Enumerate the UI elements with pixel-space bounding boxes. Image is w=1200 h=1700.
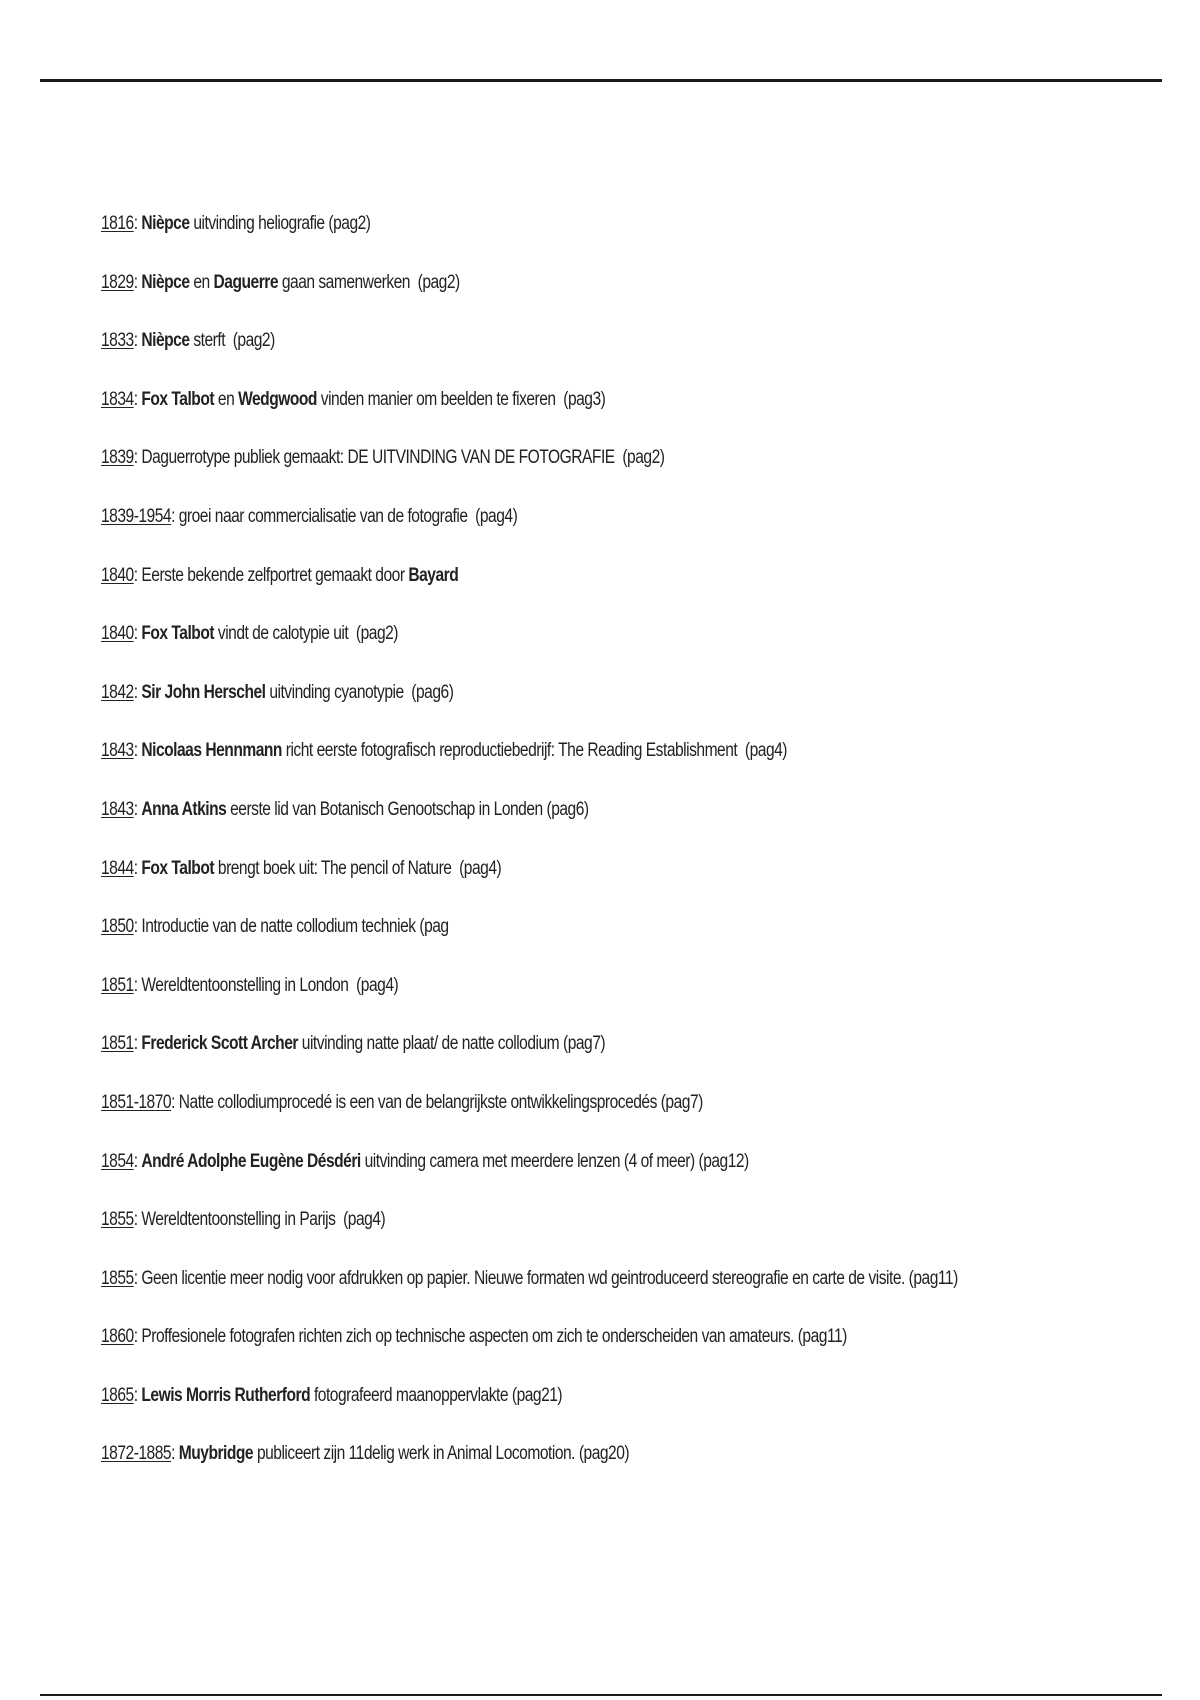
timeline-year: 1833	[101, 330, 134, 352]
timeline-year: 1843	[101, 798, 134, 820]
timeline-person-name: Daguerre	[213, 271, 279, 293]
timeline-description: sterft (pag2)	[189, 330, 275, 352]
timeline-entry	[101, 1321, 970, 1380]
timeline-entry	[101, 970, 970, 1029]
timeline-description: :	[133, 388, 142, 410]
timeline-entry	[101, 1087, 970, 1146]
timeline-year: 1839	[101, 447, 134, 469]
timeline-year: 1855	[101, 1209, 134, 1231]
timeline-description: :	[133, 213, 142, 234]
photography-timeline-list	[101, 208, 1161, 1497]
timeline-description: :	[133, 1150, 142, 1172]
timeline-description: :	[133, 330, 142, 352]
timeline-person-name: Wedgwood	[238, 388, 317, 410]
top-divider-line	[40, 79, 1162, 82]
bottom-divider-line	[40, 1694, 1162, 1696]
timeline-year: 1855	[101, 1267, 134, 1289]
timeline-year: 1851-1870	[101, 1091, 172, 1113]
timeline-description: :	[133, 857, 142, 879]
timeline-description: :	[133, 1033, 142, 1055]
timeline-entry	[101, 1380, 970, 1439]
timeline-year: 1872-1885	[101, 1443, 172, 1465]
timeline-person-name: Anna Atkins	[141, 798, 227, 820]
timeline-person-name: Muybridge	[178, 1443, 254, 1465]
timeline-person-name: Lewis Morris Rutherford	[141, 1384, 311, 1406]
timeline-person-name: Frederick Scott Archer	[141, 1033, 298, 1055]
timeline-entry	[101, 267, 970, 326]
timeline-entry	[101, 442, 970, 501]
timeline-description: publiceert zijn 11delig werk in Animal Locomotion. (pag20)	[253, 1443, 630, 1465]
timeline-description: :	[133, 271, 142, 293]
timeline-description: vinden manier om beelden te fixeren (pag3)	[316, 388, 606, 410]
timeline-entry	[101, 501, 970, 560]
timeline-year: 1842	[101, 681, 134, 703]
timeline-description: : Introductie van de natte collodium techniek (pag	[133, 916, 449, 938]
timeline-entry	[101, 560, 970, 619]
timeline-description: : Eerste bekende zelfportret gemaakt door	[133, 564, 409, 586]
timeline-person-name: Fox Talbot	[141, 388, 215, 410]
timeline-description: :	[133, 681, 142, 703]
timeline-year: 1850	[101, 916, 134, 938]
timeline-description: : Daguerrotype publiek gemaakt: DE UITVINDING VAN DE FOTOGRAFIE (pag2)	[133, 447, 665, 469]
timeline-entry	[101, 735, 970, 794]
timeline-entry	[101, 1028, 970, 1087]
timeline-description: eerste lid van Botanisch Genootschap in Londen (pag6)	[226, 798, 589, 820]
timeline-description: uitvinding camera met meerdere lenzen (4 of meer) (pag12)	[360, 1150, 749, 1172]
timeline-description: gaan samenwerken (pag2)	[278, 271, 460, 293]
timeline-description: : groei naar commercialisatie van de fotografie (pag4)	[171, 505, 518, 527]
timeline-person-name: André Adolphe Eugène Désdéri	[141, 1150, 361, 1172]
timeline-entry	[101, 911, 970, 970]
timeline-description: vindt de calotypie uit (pag2)	[214, 623, 399, 645]
timeline-person-name: Nièpce	[141, 213, 190, 234]
timeline-person-name: Nièpce	[141, 330, 190, 352]
timeline-year: 1839-1954	[101, 505, 172, 527]
timeline-year: 1843	[101, 740, 134, 762]
timeline-year: 1834	[101, 388, 134, 410]
timeline-year: 1865	[101, 1384, 134, 1406]
timeline-description: : Proffesionele fotografen richten zich op technische aspecten om zich te onderscheiden van amateurs. (pag11)	[133, 1326, 847, 1348]
timeline-description: fotografeerd maanoppervlakte (pag21)	[310, 1384, 563, 1406]
timeline-year: 1829	[101, 271, 134, 293]
timeline-year: 1854	[101, 1150, 134, 1172]
timeline-description: : Wereldtentoonstelling in Parijs (pag4)	[133, 1209, 386, 1231]
timeline-year: 1851	[101, 1033, 134, 1055]
timeline-entry	[101, 1146, 970, 1205]
timeline-entry	[101, 208, 970, 267]
timeline-description: :	[133, 623, 142, 645]
timeline-person-name: Fox Talbot	[141, 857, 215, 879]
timeline-description: :	[133, 740, 142, 762]
timeline-description: richt eerste fotografisch reproductiebedrijf: The Reading Establishment (pag4)	[281, 740, 788, 762]
timeline-year: 1840	[101, 623, 134, 645]
timeline-entry	[101, 325, 970, 384]
timeline-entry	[101, 677, 970, 736]
timeline-description: : Geen licentie meer nodig voor afdrukken op papier. Nieuwe formaten wd geintroduceerd stereografie en carte de visite. (pag11)	[133, 1267, 958, 1289]
timeline-year: 1816	[101, 213, 134, 234]
timeline-entry	[101, 1263, 970, 1322]
timeline-description: uitvinding heliografie (pag2)	[189, 213, 371, 234]
timeline-description: uitvinding cyanotypie (pag6)	[265, 681, 454, 703]
timeline-description: :	[171, 1443, 179, 1465]
timeline-description: uitvinding natte plaat/ de natte collodium (pag7)	[297, 1033, 606, 1055]
timeline-year: 1851	[101, 974, 134, 996]
timeline-person-name: Fox Talbot	[141, 623, 215, 645]
timeline-entry	[101, 618, 970, 677]
timeline-entry	[101, 794, 970, 853]
timeline-person-name: Bayard	[408, 564, 459, 586]
timeline-description: :	[133, 798, 142, 820]
timeline-person-name: Nicolaas Hennmann	[141, 740, 282, 762]
timeline-year: 1844	[101, 857, 134, 879]
timeline-person-name: Nièpce	[141, 271, 190, 293]
timeline-description: en	[214, 388, 239, 410]
timeline-year: 1860	[101, 1326, 134, 1348]
timeline-description: brengt boek uit: The pencil of Nature (pag4)	[214, 857, 502, 879]
timeline-person-name: Sir John Herschel	[141, 681, 266, 703]
timeline-description: : Natte collodiumprocedé is een van de belangrijkste ontwikkelingsprocedés (pag7)	[171, 1091, 703, 1113]
timeline-description: : Wereldtentoonstelling in London (pag4)	[133, 974, 399, 996]
timeline-entry	[101, 853, 970, 912]
timeline-entry	[101, 384, 970, 443]
timeline-description: en	[189, 271, 214, 293]
timeline-year: 1840	[101, 564, 134, 586]
timeline-description: :	[133, 1384, 142, 1406]
timeline-entry	[101, 1438, 970, 1497]
timeline-entry	[101, 1204, 970, 1263]
